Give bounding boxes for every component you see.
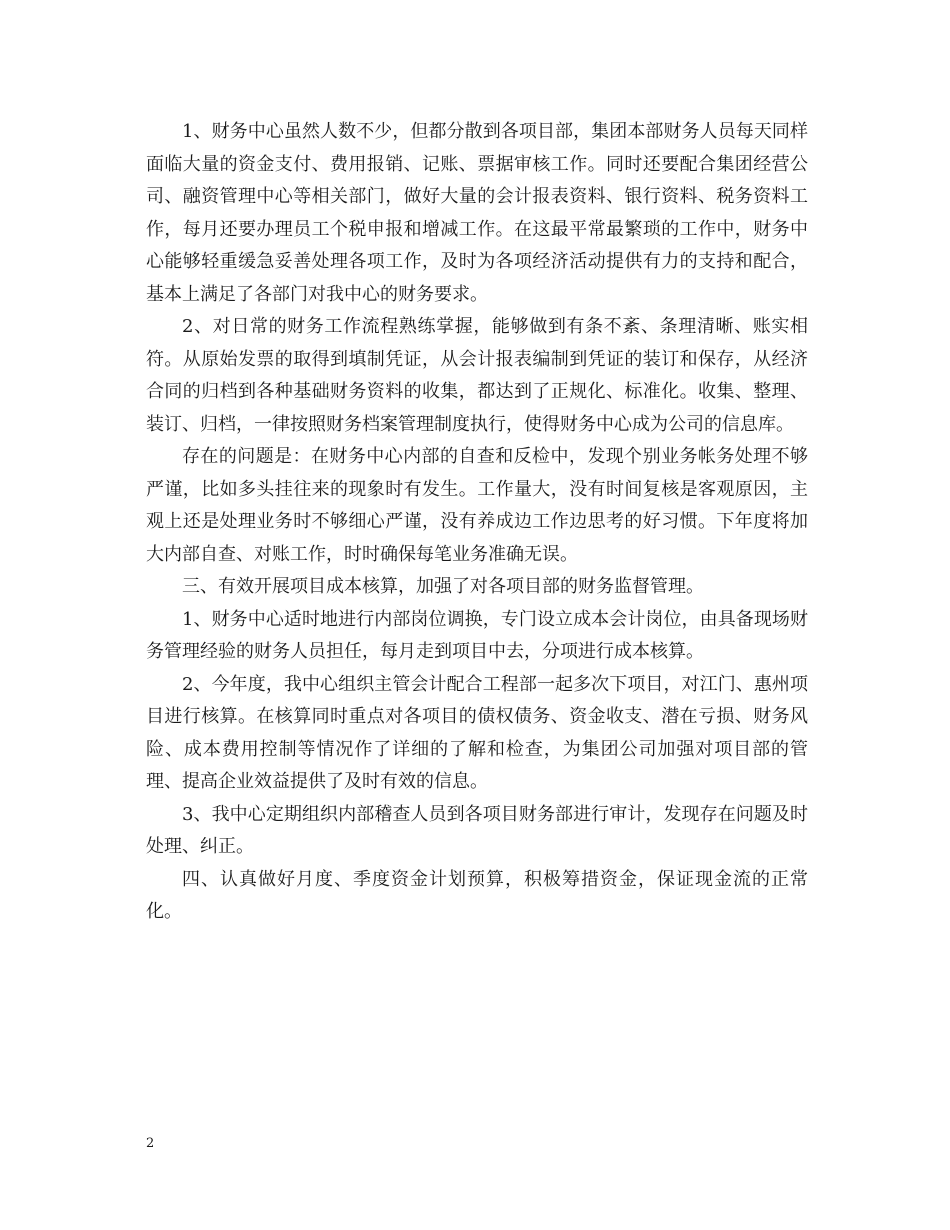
document-body	[146, 116, 808, 929]
paragraph: 四、认真做好月度、季度资金计划预算，积极筹措资金，保证现金流的正常化。	[146, 868, 808, 922]
paragraph: 存在的问题是：在财务中心内部的自查和反检中，发现个别业务帐务处理不够严谨，比如多头挂往来的现象时有发生。工作量大，没有时间复核是客观原因，主观上还是处理业务时不够细心严谨，没有养成边工作边思考的好习惯。下年度将加大内部自查、对账工作，时时确保每笔业务准确无误。	[146, 446, 808, 565]
paragraph: 2、对日常的财务工作流程熟练掌握，能够做到有条不紊、条理清晰、账实相符。从原始发票的取得到填制凭证，从会计报表编制到凭证的装订和保存，从经济合同的归档到各种基础财务资料的收集，都达到了正规化、标准化。收集、整理、装订、归档，一律按照财务档案管理制度执行，使得财务中心成为公司的信息库。	[146, 316, 808, 435]
paragraph: 1、财务中心适时地进行内部岗位调换，专门设立成本会计岗位，由具备现场财务管理经验的财务人员担任，每月走到项目中去，分项进行成本核算。	[146, 608, 808, 662]
paragraph: 1、财务中心虽然人数不少，但都分散到各项目部，集团本部财务人员每天同样面临大量的资金支付、费用报销、记账、票据审核工作。同时还要配合集团经营公司、融资管理中心等相关部门，做好大量的会计报表资料、银行资料、税务资料工作，每月还要办理员工个税申报和增减工作。在这最平常最繁琐的工作中，财务中心能够轻重缓急妥善处理各项工作，及时为各项经济活动提供有力的支持和配合，基本上满足了各部门对我中心的财务要求。	[146, 121, 808, 305]
paragraph: 三、有效开展项目成本核算，加强了对各项目部的财务监督管理。	[182, 576, 704, 597]
paragraph: 2、今年度，我中心组织主管会计配合工程部一起多次下项目，对江门、惠州项目进行核算。在核算同时重点对各项目的债权债务、资金收支、潜在亏损、财务风险、成本费用控制等情况作了详细的了解和检查，为集团公司加强对项目部的管理、提高企业效益提供了及时有效的信息。	[146, 673, 808, 792]
paragraph: 3、我中心定期组织内部稽查人员到各项目财务部进行审计，发现存在问题及时处理、纠正。	[146, 803, 808, 857]
page-number: 2	[146, 1136, 155, 1151]
